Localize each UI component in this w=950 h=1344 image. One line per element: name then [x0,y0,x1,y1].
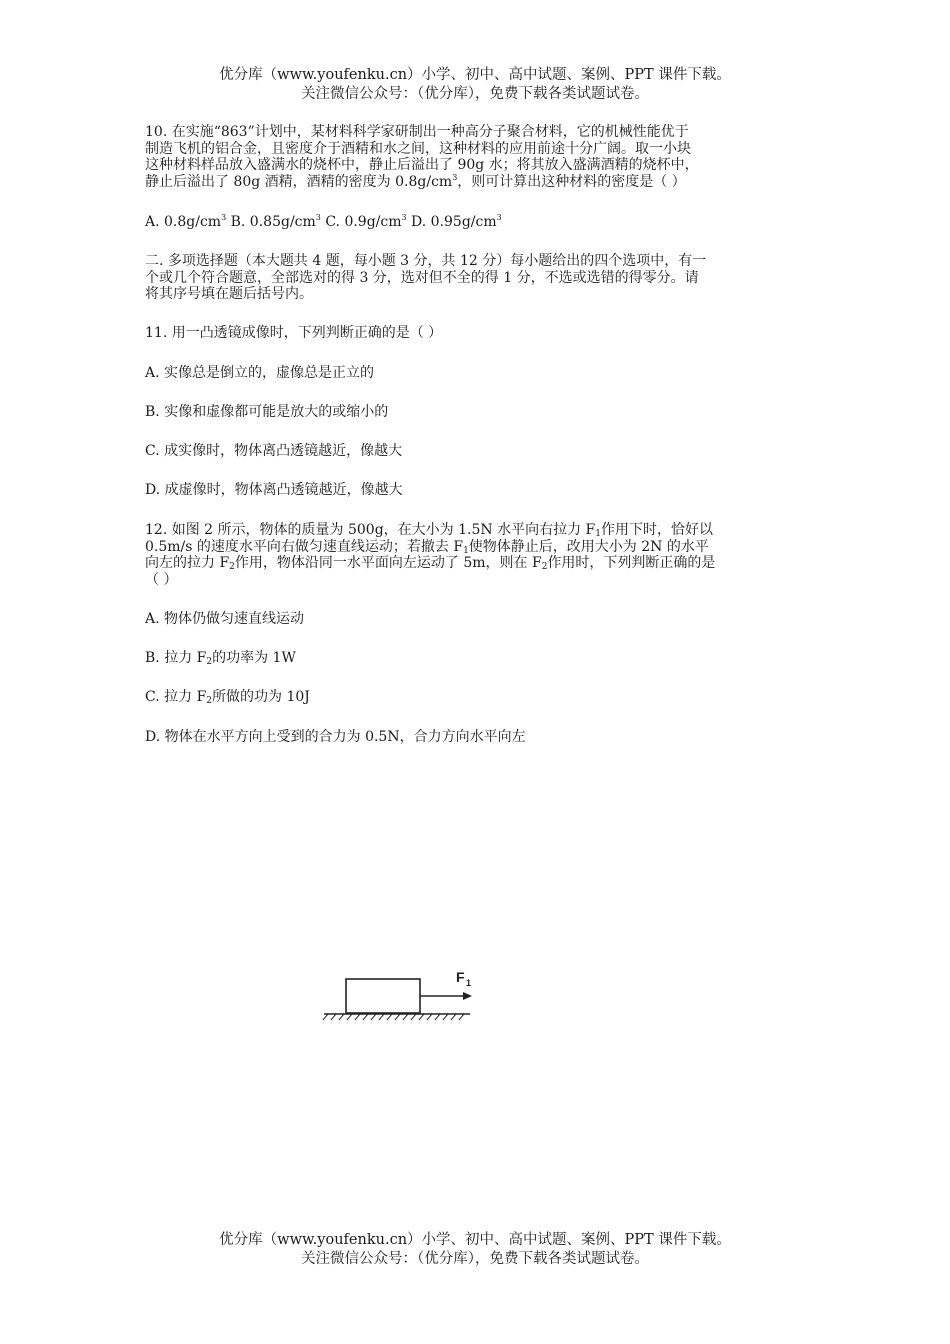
q10-option-c: C. 0.9g/cm [320,214,402,230]
subscript-2d: 2 [206,696,213,706]
q12-option-b [145,650,296,667]
footer-line-1: 优分库（www.youfenku.cn）小学、初中、高中试题、案例、PPT 课件下载。 [219,1232,731,1248]
q10-line-3: 这种材料样品放入盛满水的烧杯中，静止后溢出了 90g 水；将其放入盛满酒精的烧杯中， [145,157,699,173]
footer-line-2: 关注微信公众号：（优分库），免费下载各类试题试卷。 [301,1251,649,1267]
q10-option-b: B. 0.85g/cm [226,214,316,230]
q12-line-1-a: 12. 如图 2 所示，物体的质量为 500g，在大小为 1.5N 水平向右拉力 F [145,522,596,538]
sup-d: 3 [496,213,502,222]
q10-options [145,214,502,231]
q10-line-4-text: 静止后溢出了 80g 酒精，酒精的密度为 0.8g/cm [145,173,453,190]
header-line-1: 优分库（www.youfenku.cn）小学、初中、高中试题、案例、PPT 课件下载。 [219,67,731,83]
sup-a: 3 [221,213,227,222]
q12-option-a: A. 物体仍做匀速直线运动 [145,611,305,627]
q10-option-a: A. 0.8g/cm [145,214,222,230]
q12-option-c-a: C. 拉力 F [145,689,207,705]
block-rect [346,979,420,1013]
q12-line-2 [145,539,810,556]
subscript-1b: 1 [463,545,469,556]
q12-line-3-a: 向左的拉力 F [145,555,230,571]
q11-option-d: D. 成虚像时，物体离凸透镜越近，像越大 [145,482,403,498]
q10-line-4-tail: ，则可计算出这种材料的密度是（ ） [457,173,686,190]
figure-block-force [320,965,480,1030]
q12-option-c-b: 所做的功为 10J [212,689,310,705]
q10-line-1: 10. 在实施“863”计划中，某材料科学家研制出一种高分子聚合材料，它的机械性能优于 [145,124,689,140]
subscript-2b: 2 [541,562,548,572]
q11-option-a: A. 实像总是倒立的，虚像总是正立的 [145,365,375,381]
ground-hatch [323,1014,464,1020]
q11-stem: 11. 用一凸透镜成像时，下列判断正确的是（ ） [145,325,443,341]
header-line-2: 关注微信公众号：（优分库），免费下载各类试题试卷。 [301,86,649,102]
q12-line-3-b: 作用，物体沿同一水平面向左运动了 5m，则在 F [234,555,542,571]
force-label: F [456,969,465,985]
q12-line-4: （ ） [145,571,178,588]
subscript-2c: 2 [206,657,213,667]
section-2-instructions [145,253,810,303]
sup-b: 3 [315,213,321,222]
q10-line-4 [145,174,810,191]
q10-option-d: D. 0.95g/cm [406,214,497,230]
q11-option-b: B. 实像和虚像都可能是放大的或缩小的 [145,404,389,420]
subscript-2: 2 [229,562,235,572]
q11-option-c: C. 成实像时，物体离凸透镜越近，像越大 [145,443,403,459]
q12-line-2-b: 使物体静止后，改用大小为 2N 的水平 [468,538,709,555]
force-label-subscript: 1 [466,978,472,988]
q12-option-c [145,689,310,706]
q12-line-1 [145,522,810,539]
force-arrow-head [463,992,472,1000]
subscript-1: 1 [595,529,601,539]
section2-line-2: 个或几个符合题意，全部选对的得 3 分，选对但不全的得 1 分，不选或选错的得零分。请 [145,269,699,286]
q12-line-3 [145,555,810,572]
q12-option-d: D. 物体在水平方向上受到的合力为 0.5N，合力方向水平向左 [145,729,526,745]
section2-line-3: 将其序号填在题后括号内。 [145,286,313,302]
page-footer [0,1231,950,1269]
question-10 [145,124,810,190]
q12-line-2-a: 0.5m/s 的速度水平向右做匀速直线运动；若撤去 F [145,538,464,555]
page-header [0,66,950,104]
cubic-superscript: 3 [452,172,458,182]
section2-line-1: 二. 多项选择题（本大题共 4 题，每小题 3 分，共 12 分）每小题给出的四个选项中，有一 [145,253,707,269]
question-12 [145,522,810,588]
q10-line-2: 制造飞机的铝合金，且密度介于酒精和水之间，这种材料的应用前途十分广阔。取一小块 [145,140,691,157]
q12-option-b-a: B. 拉力 F [145,650,207,666]
q12-line-1-b: 作用下时，恰好以 [600,522,713,538]
sup-c: 3 [401,213,407,222]
q12-option-b-b: 的功率为 1W [212,650,296,666]
q12-line-3-c: 作用时，下列判断正确的是 [547,555,716,571]
